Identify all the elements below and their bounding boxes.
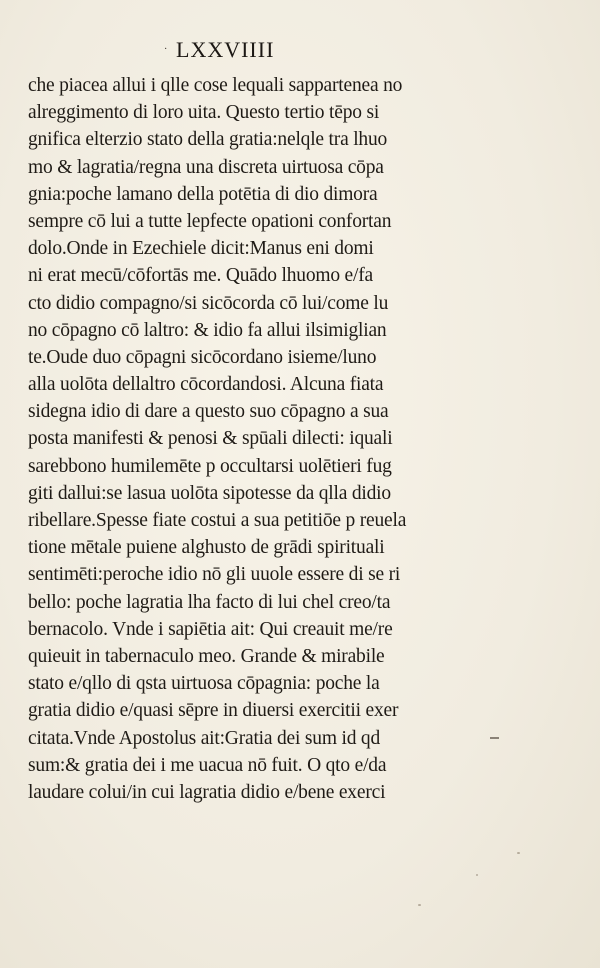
text-line: citata.Vnde Apostolus ait:Gratia dei sum id qd <box>28 727 381 749</box>
text-line: laudare colui/in cui lagratia didio e/bene exerci <box>28 781 386 803</box>
text-line: che piacea allui i qlle cose lequali sappartenea no <box>28 75 403 96</box>
text-line: sarebbono humilemēte p occultarsi uolētieri fug <box>28 455 392 477</box>
text-line: sidegna idio di dare a questo suo cōpagno a sua <box>28 401 389 423</box>
text-line: sentimēti:peroche idio nō gli uuole essere di se ri <box>28 564 401 586</box>
text-line: ribellare.Spesse fiate costui a sua petitiōe p reuela <box>28 510 407 531</box>
text-line: te.Oude duo cōpagni sicōcordano isieme/luno <box>28 346 377 368</box>
margin-mark <box>490 737 499 739</box>
text-line: bello: poche lagratia lha facto di lui chel creo/ta <box>28 591 391 613</box>
text-line: tione mētale puiene alghusto de grādi spirituali <box>28 537 385 559</box>
text-line: no cōpagno cō laltro: & idio fa allui ilsimiglian <box>28 319 387 341</box>
text-line: posta manifesti & penosi & spūali dilecti: iquali <box>28 428 393 450</box>
text-line: quieuit in tabernaculo meo. Grande & mirabile <box>28 645 385 667</box>
paper-speck <box>418 904 421 906</box>
text-line: gratia didio e/quasi sēpre in diuersi exercitii exer <box>28 700 399 722</box>
text-line: stato e/qllo di qsta uirtuosa cōpagnia: poche la <box>28 673 380 695</box>
text-line: bernacolo. Vnde i sapiētia ait: Qui creauit me/re <box>28 618 393 640</box>
text-line: sempre cō lui a tutte lepfecte opationi confortan <box>28 210 392 232</box>
text-line: cto didio compagno/si sicōcorda cō lui/come lu <box>28 292 389 314</box>
folio-number: LXXVIIII <box>176 37 275 62</box>
paper-speck <box>517 852 520 854</box>
text-line: dolo.Onde in Ezechiele dicit:Manus eni domi <box>28 238 374 260</box>
folio-dot: · <box>164 44 168 55</box>
text-block <box>28 72 458 806</box>
text-line: gnifica elterzio stato della gratia:nelqle tra lhuo <box>28 129 388 151</box>
text-line: alreggimento di loro uita. Questo tertio tēpo si <box>28 102 380 124</box>
text-line: ni erat mecū/cōfortās me. Quādo lhuomo e/fa <box>28 265 373 287</box>
paper-speck <box>476 874 478 876</box>
text-line: mo & lagratia/regna una discreta uirtuosa cōpa <box>28 156 384 178</box>
text-line: sum:& gratia dei i me uacua nō fuit. O qto e/da <box>28 754 387 776</box>
text-line: giti dallui:se lasua uolōta sipotesse da qlla didio <box>28 482 391 504</box>
text-line: alla uolōta dellaltro cōcordandosi. Alcuna fiata <box>28 374 384 396</box>
text-line: gnia:poche lamano della potētia di dio dimora <box>28 183 378 205</box>
